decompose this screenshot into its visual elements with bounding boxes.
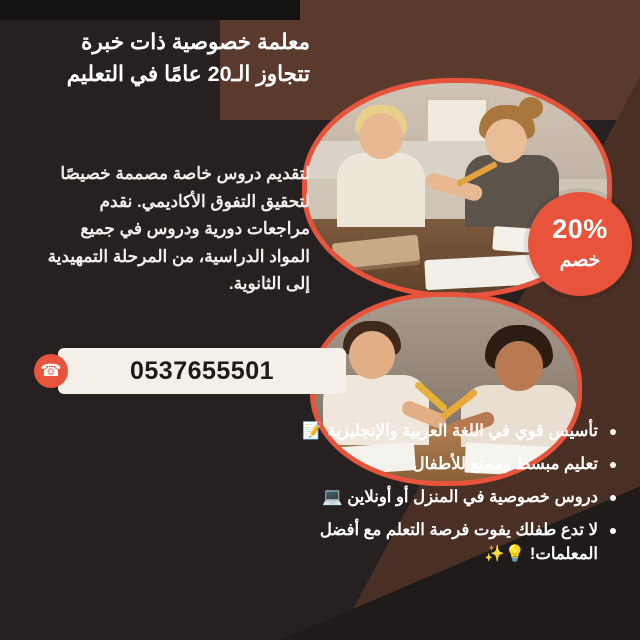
- child-right-head: [485, 119, 527, 163]
- child-left-body: [337, 153, 425, 227]
- discount-percent: 20%: [552, 214, 608, 244]
- phone-number-pill[interactable]: [58, 348, 346, 394]
- child-left-head: [349, 331, 395, 379]
- list-item: تعليم مبسط وممتع للأطفال: [286, 453, 616, 477]
- page-title: معلمة خصوصية ذات خبرة تتجاوز الـ20 عامًا في التعليم: [66, 30, 310, 87]
- phone-number: 0537655501: [129, 356, 275, 385]
- list-item: تأسيس قوي في اللغة العربية والإنجليزية 📝: [286, 420, 616, 444]
- open-book: [424, 254, 545, 290]
- list-item: دروس خصوصية في المنزل أو أونلاين 💻: [286, 486, 616, 510]
- child-right-head: [495, 341, 543, 391]
- background-top-strip: [0, 0, 300, 20]
- description-paragraph: لتقديم دروس خاصة مصممة خصيصًا لتحقيق التفوق الأكاديمي. نقدم مراجعات دورية ودروس في جميع المواد الدراسية، من المرحلة التمهيدية إلى الثانوية.: [47, 164, 310, 294]
- child-left-head: [359, 113, 403, 159]
- phone-icon: ☎: [34, 354, 68, 388]
- discount-label: خصم: [559, 250, 601, 271]
- feature-list: [286, 420, 616, 576]
- discount-badge: [528, 192, 632, 296]
- list-item: لا تدع طفلك يفوت فرصة التعلم مع أفضل المعلمات! 💡✨: [286, 519, 616, 567]
